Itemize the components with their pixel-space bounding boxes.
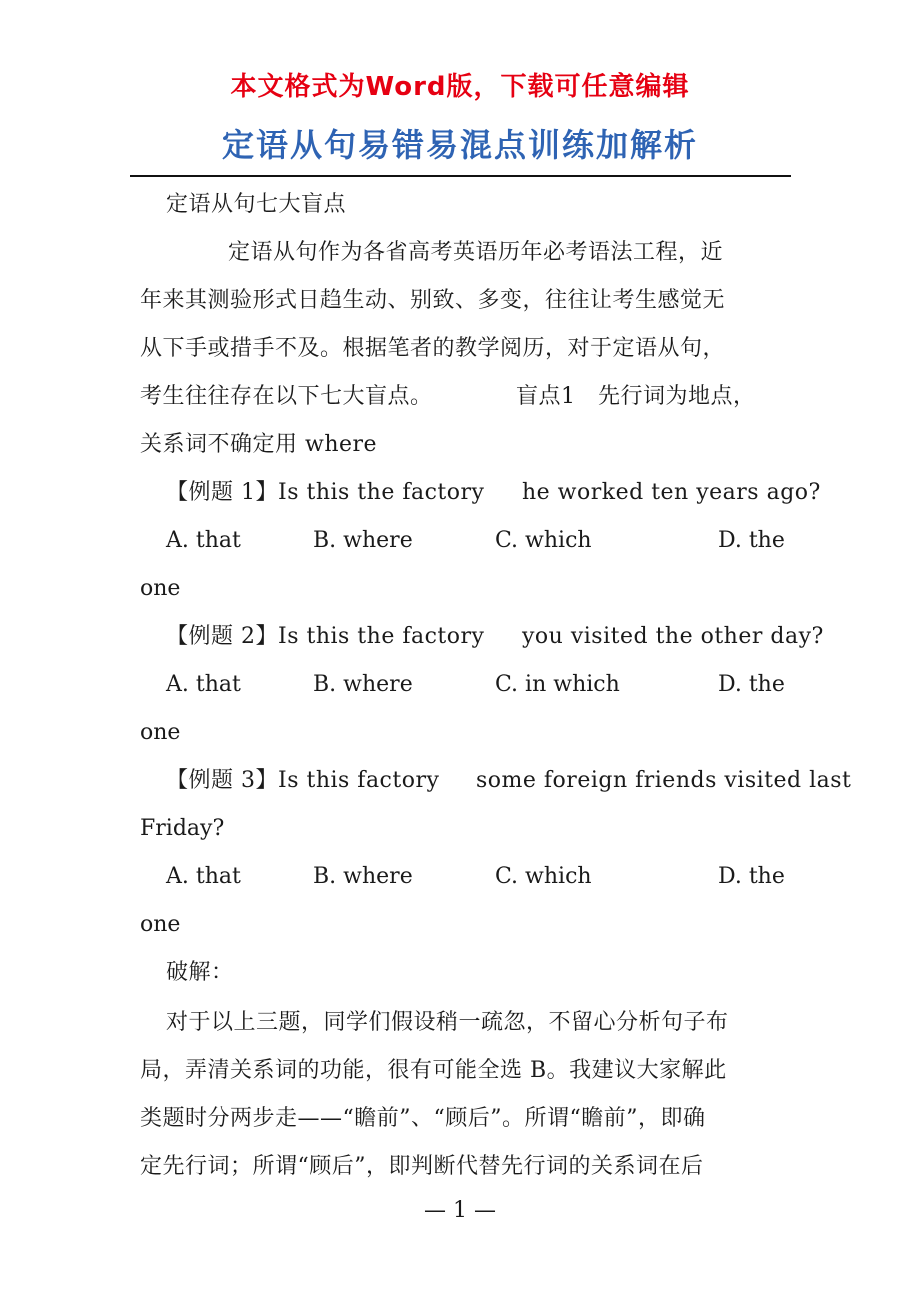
section-heading: 定语从句七大盲点 xyxy=(166,192,347,217)
option-d: D. the xyxy=(718,672,785,697)
page-number: — 1 — xyxy=(424,1198,496,1223)
example-stem-before: Is this factory xyxy=(278,768,440,793)
option-d-wrap: one xyxy=(140,576,181,601)
option-c: C. in which xyxy=(495,672,620,697)
example-label: 【例题 1】 xyxy=(166,480,278,505)
example-1-stem xyxy=(166,478,821,508)
example-stem-before: Is this the factory xyxy=(278,624,485,649)
analysis-line-3: 类题时分两步走——“瞻前”、“顾后”。所谓“瞻前”，即确 xyxy=(140,1106,706,1131)
analysis-heading: 破解： xyxy=(166,960,234,985)
example-label: 【例题 3】 xyxy=(166,768,278,793)
option-d: D. the xyxy=(718,864,785,889)
intro-line-4-text: 考生往往存在以下七大盲点。 xyxy=(140,384,433,409)
document-banner: 本文格式为Word版，下载可任意编辑 xyxy=(230,72,690,102)
option-c: C. which xyxy=(495,528,592,553)
intro-line-5: 关系词不确定用 where xyxy=(140,432,378,457)
option-b: B. where xyxy=(313,864,413,889)
example-stem-wrap: Friday? xyxy=(140,816,225,841)
intro-line-2: 年来其测验形式日趋生动、别致、多变，往往让考生感觉无 xyxy=(140,288,726,313)
option-a: A. that xyxy=(166,528,241,553)
example-label: 【例题 2】 xyxy=(166,624,278,649)
title-divider xyxy=(130,175,791,177)
option-b: B. where xyxy=(313,528,413,553)
example-stem-before: Is this the factory xyxy=(278,480,485,505)
analysis-line-1: 对于以上三题，同学们假设稍一疏忽，不留心分析句子布 xyxy=(166,1010,729,1035)
example-2-stem xyxy=(166,622,824,652)
intro-line-1: 定语从句作为各省高考英语历年必考语法工程，近 xyxy=(228,240,724,265)
example-stem-after: you visited the other day? xyxy=(522,624,824,649)
option-d-wrap: one xyxy=(140,720,181,745)
option-d: D. the xyxy=(718,528,785,553)
option-d-wrap: one xyxy=(140,912,181,937)
blind-spot-1-heading: 盲点1 先行词为地点， xyxy=(516,384,756,409)
option-a: A. that xyxy=(166,672,241,697)
analysis-line-2: 局，弄清关系词的功能，很有可能全选 B。我建议大家解此 xyxy=(140,1058,727,1083)
example-stem-after: he worked ten years ago? xyxy=(522,480,821,505)
analysis-line-4: 定先行词；所谓“顾后”，即判断代替先行词的关系词在后 xyxy=(140,1154,704,1179)
example-3-stem xyxy=(166,766,852,796)
example-stem-after: some foreign friends visited last xyxy=(476,768,852,793)
intro-line-4 xyxy=(140,382,782,412)
intro-line-3: 从下手或措手不及。根据笔者的教学阅历，对于定语从句， xyxy=(140,336,726,361)
document-title: 定语从句易错易混点训练加解析 xyxy=(221,126,698,164)
option-a: A. that xyxy=(166,864,241,889)
option-b: B. where xyxy=(313,672,413,697)
option-c: C. which xyxy=(495,864,592,889)
